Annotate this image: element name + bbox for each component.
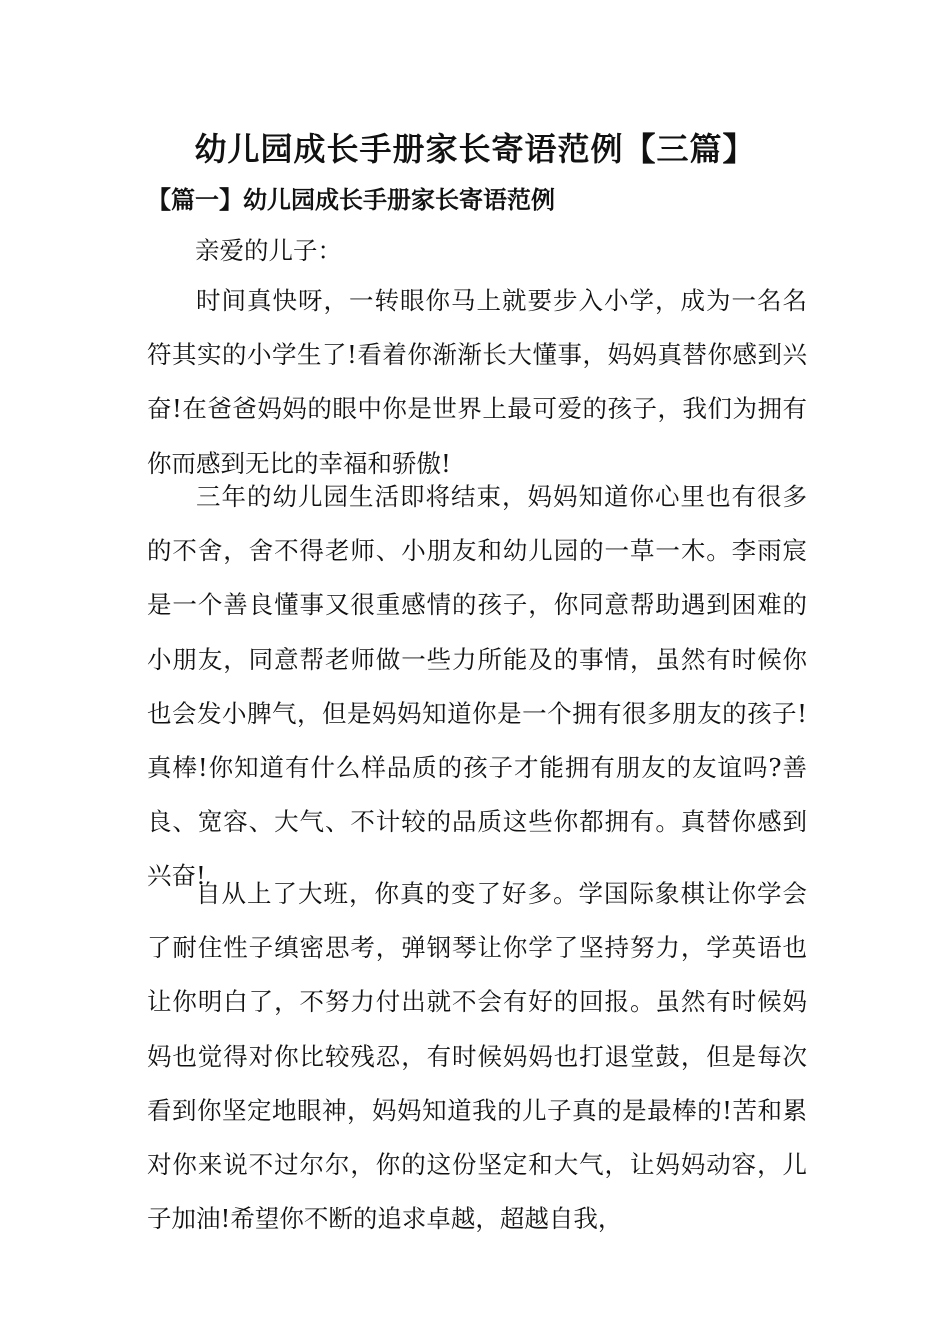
salutation: 亲爱的儿子：: [195, 236, 342, 265]
document-title: 幼儿园成长手册家长寄语范例【三篇】: [194, 130, 756, 168]
body-paragraph-3: 自从上了大班，你真的变了好多。学国际象棋让你学会了耐住性子缜密思考，弹钢琴让你学了坚持努力，学英语也让你明白了，不努力付出就不会有好的回报。虽然有时候妈妈也觉得对你比较残忍，有时候妈妈也打退堂鼓，但是每次看到你坚定地眼神，妈妈知道我的儿子真的是最棒的!苦和累对你来说不过尔尔，你的这份坚定和大气，让妈妈动容，儿子加油!希望你不断的追求卓越，超越自我，: [147, 879, 807, 1234]
body-paragraph-2: 三年的幼儿园生活即将结束，妈妈知道你心里也有很多的不舍，舍不得老师、小朋友和幼儿园的一草一木。李雨宸是一个善良懂事又很重感情的孩子，你同意帮助遇到困难的小朋友，同意帮老师做一些力所能及的事情，虽然有时候你也会发小脾气，但是妈妈知道你是一个拥有很多朋友的孩子!真棒!你知道有什么样品质的孩子才能拥有朋友的友谊吗?善良、宽容、大气、不计较的品质这些你都拥有。真替你感到兴奋!: [147, 482, 807, 891]
section-heading: 【篇一】幼儿园成长手册家长寄语范例: [147, 185, 555, 214]
body-paragraph-1: 时间真快呀，一转眼你马上就要步入小学，成为一名名符其实的小学生了!看着你渐渐长大懂事，妈妈真替你感到兴奋!在爸爸妈妈的眼中你是世界上最可爱的孩子，我们为拥有你而感到无比的幸福和骄傲!: [147, 286, 807, 478]
